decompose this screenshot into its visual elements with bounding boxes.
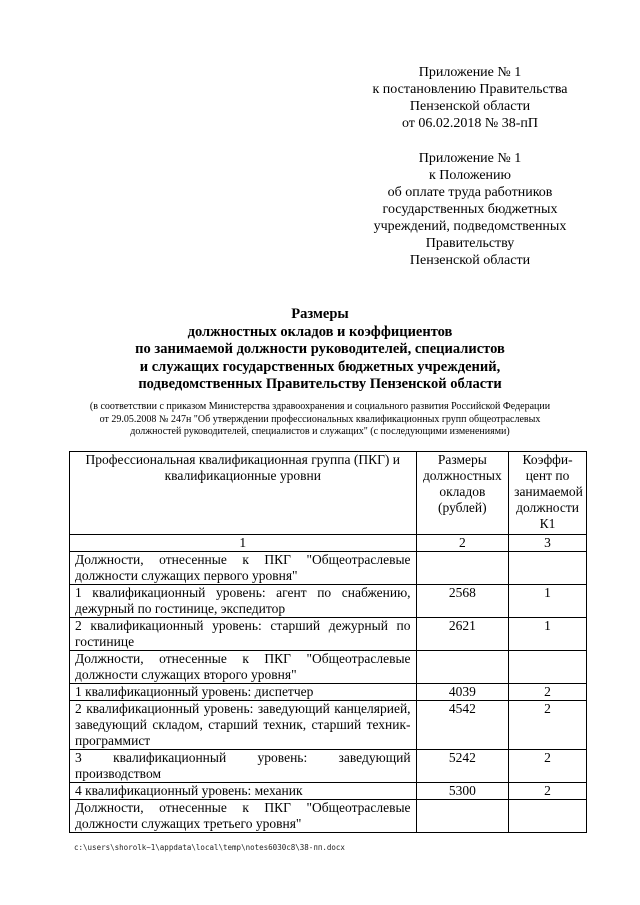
salary-value: 5300 (416, 783, 509, 800)
appendix-line: Пензенской области (409, 99, 531, 114)
table-row (70, 684, 587, 701)
coefficient-value: 2 (509, 750, 587, 783)
appendix-line: к постановлению Правительства (372, 82, 568, 97)
appendix-line: Приложение № 1 (418, 151, 522, 166)
title-line: по занимаемой должности руководителей, специалистов (135, 341, 505, 357)
level-name: 1 квалификационный уровень: диспетчер (70, 684, 417, 701)
level-name: 3 квалификационный уровень: заведующий производством (70, 750, 417, 783)
legal-basis-note (80, 401, 560, 439)
file-path-footer: c:\users\shorolk~1\appdata\local\temp\notes6030c8\38-пп.docx (74, 843, 345, 852)
document-title (120, 306, 520, 394)
level-name: 2 квалификационный уровень: старший дежурный по гостинице (70, 618, 417, 651)
appendix-line: учреждений, подведомственных (373, 219, 567, 234)
column-number: 2 (416, 535, 509, 552)
column-number: 3 (509, 535, 587, 552)
table-row (70, 701, 587, 750)
note-line: должностей руководителей, специалистов и служащих" (с последующими изменениями) (130, 426, 510, 437)
salary-value (416, 552, 509, 585)
header-salary: Размеры должностных окладов (рублей) (416, 452, 509, 535)
table-row (70, 552, 587, 585)
salary-value: 2568 (416, 585, 509, 618)
title-line: должностных окладов и коэффициентов (187, 323, 453, 340)
appendix-line: к Положению (428, 168, 511, 183)
level-name: 2 квалификационный уровень: заведующий канцелярией, заведующий складом, старший техник, старший техник-программист (70, 701, 417, 750)
title-line: и служащих государственных бюджетных учреждений, (139, 358, 501, 375)
coefficient-value (509, 800, 587, 833)
table-row (70, 585, 587, 618)
salary-value (416, 800, 509, 833)
title-line: подведомственных Правительству Пензенской области (138, 376, 502, 392)
appendix-line: об оплате труда работников (387, 185, 553, 200)
title-line: Размеры (291, 306, 349, 322)
header-group: Профессиональная квалификационная группа (ПКГ) и квалификационные уровни (70, 452, 417, 535)
header-coefficient: Коэффи-цент по занимаемой должности К1 (509, 452, 587, 535)
salary-value: 4039 (416, 684, 509, 701)
appendix-line: Приложение № 1 (418, 65, 522, 80)
column-number: 1 (70, 535, 417, 552)
table-row (70, 651, 587, 684)
note-line: от 29.05.2008 № 247н "Об утверждении профессиональных квалификационных групп общеотраслевых (99, 413, 541, 425)
salary-value: 5242 (416, 750, 509, 783)
table-row (70, 618, 587, 651)
table-row (70, 783, 587, 800)
salary-value: 2621 (416, 618, 509, 651)
appendix-reference-second (340, 150, 600, 269)
salary-value: 4542 (416, 701, 509, 750)
appendix-line: государственных бюджетных (382, 202, 558, 217)
salary-value (416, 651, 509, 684)
group-name: Должности, отнесенные к ПКГ "Общеотраслевые должности служащих первого уровня" (70, 552, 417, 585)
note-line: (в соответствии с приказом Министерства здравоохранения и социального развития Российской Федерации (89, 401, 551, 412)
appendix-line: Правительству (425, 236, 515, 251)
group-name: Должности, отнесенные к ПКГ "Общеотраслевые должности служащих второго уровня" (70, 651, 417, 684)
table-header-row (70, 452, 587, 535)
coefficient-value (509, 552, 587, 585)
level-name: 4 квалификационный уровень: механик (70, 783, 417, 800)
column-number-row (70, 535, 587, 552)
group-name: Должности, отнесенные к ПКГ "Общеотраслевые должности служащих третьего уровня" (70, 800, 417, 833)
appendix-line: Пензенской области (409, 253, 531, 268)
coefficient-value: 2 (509, 701, 587, 750)
table-row (70, 800, 587, 833)
salary-table (69, 451, 587, 833)
coefficient-value: 1 (509, 585, 587, 618)
coefficient-value (509, 651, 587, 684)
coefficient-value: 1 (509, 618, 587, 651)
coefficient-value: 2 (509, 783, 587, 800)
coefficient-value: 2 (509, 684, 587, 701)
level-name: 1 квалификационный уровень: агент по снабжению, дежурный по гостинице, экспедитор (70, 585, 417, 618)
table-row (70, 750, 587, 783)
appendix-reference-top (340, 64, 600, 132)
appendix-line: от 06.02.2018 № 38-пП (401, 116, 539, 131)
